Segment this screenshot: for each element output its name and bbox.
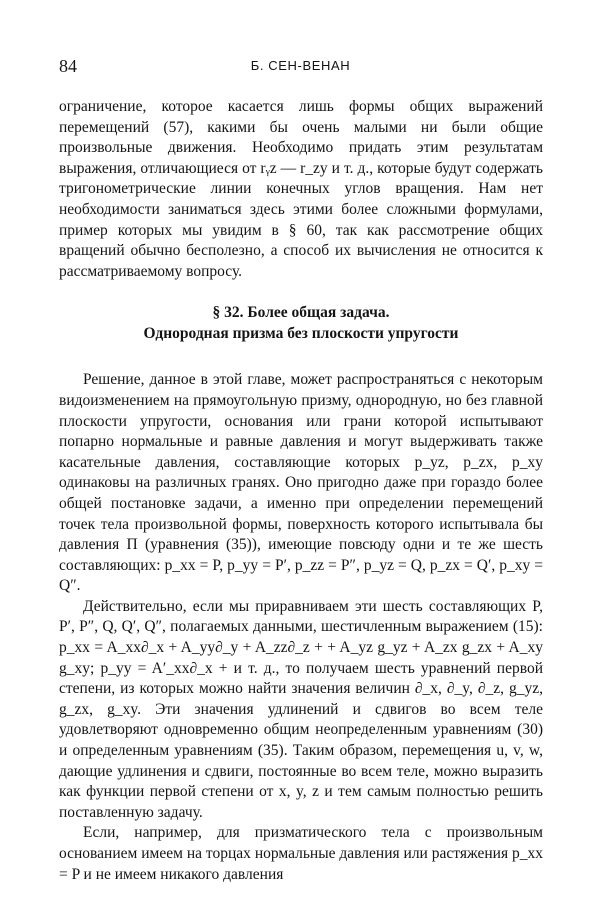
section-subtitle: Однородная призма без плоскости упругости [143, 325, 459, 343]
paragraph-2: Решение, данное в этой главе, может распространяться с некоторым видоизменением на прямоугольную призму, однородную, но без главной плоскости упругости, основания или грани которой испытывают попарно нормальные и равные давления и могут выдерживать также касательные давления, составляющие которых p_yz, p_zx, p_xy одинаковы на различных гранях. Оно пригодно даже при гораздо более общей постановке задачи, а именно при определении перемещений точек тела произвольной формы, поверхность которого испытывала бы давления П (уравнения (35)), имеющие повсюду одни и те же шесть составляющих: p_xx = P, p_yy = P′, p_zz = P″, p_yz = Q, p_zx = Q′, p_xy = Q″. [59, 371, 543, 595]
running-header [0, 56, 601, 78]
paragraph-4: Если, например, для призматического тела с произвольным основанием имеем на торцах нормальные давления или растяжения p_xx = P и не имеем никакого давления [59, 824, 543, 883]
paragraph-3: Действительно, если мы приравниваем эти шесть составляющих P, P′, P″, Q, Q′, Q″, полагаемых данными, шестичленным выражением (15): p_xx = A_xx∂_x + A_yy∂_y + A_zz∂_z + + A_yz g_yz + A_zx g_zx + A_xy g_xy; p_yy = A′_xx∂_x + и т. д., то получаем шесть уравнений первой степени, из которых можно найти значения величин ∂_x, ∂_y, ∂_z, g_yz, g_zx, g_xy. Эти значения удлинений и сдвигов во всем теле удовлетворяют одновременно общим неопределенным уравнениям (30) и определенным уравнениям (35). Таким образом, перемещения u, v, w, дающие удлинения и сдвиги, постоянные во всем теле, можно выразить как функции первой степени от x, y, z и тем самым полностью решить поставленную задачу. [59, 597, 543, 821]
running-title: Б. СЕН-ВЕНАН [250, 58, 351, 73]
page-number: 84 [59, 56, 77, 76]
section-title: § 32. Более общая задача. [212, 304, 390, 322]
paragraph-1: ограничение, которое касается лишь формы общих выражений перемещений (57), какими бы очень малыми ни были общие произвольные движения. Необходимо придать этим результатам выражения, отличающиеся от rᵧz — r_zy и т. д., которые будут содержать тригонометрические линии конечных углов вращения. Нам нет необходимости заниматься здесь этими более сложными формулами, пример которых мы увидим в § 60, так как рассмотрение общих вращений обычно бесполезно, а способ их вычисления не относится к рассматриваемому вопросу. [59, 98, 543, 280]
body-text [59, 97, 543, 885]
section-heading [59, 302, 543, 344]
